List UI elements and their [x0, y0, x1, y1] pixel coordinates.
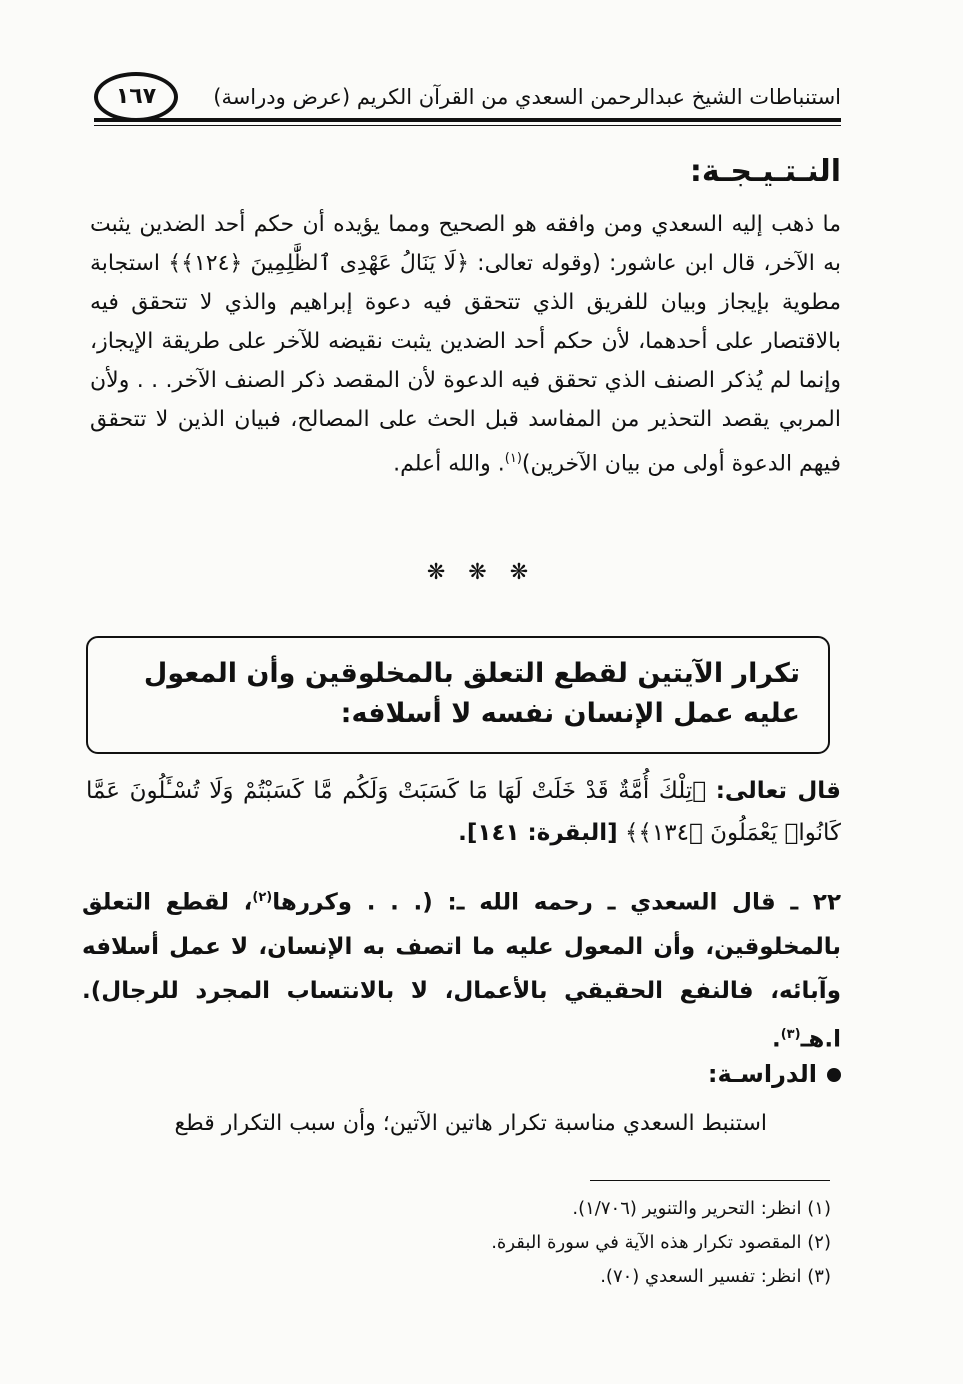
section-title: تكرار الآيتين لقطع التعلق بالمخلوقين وأن المعول عليه عمل الإنسان نفسه لا أسلافه:	[143, 658, 800, 729]
quote-end: .	[771, 1026, 781, 1053]
footnote-2: (٢) المقصود تكرار هذه الآية في سورة البقرة.	[491, 1232, 831, 1253]
section-title-box	[86, 636, 830, 754]
verse-reference: [البقرة: ١٤١].	[458, 820, 618, 846]
footnote-1: (١) انظر: التحرير والتنوير (١/٧٠٦).	[572, 1198, 831, 1219]
quran-verse	[86, 770, 841, 854]
quote-lead: ٢٢ ـ قال السعدي ـ رحمه الله ـ: (. . . وكررها	[272, 889, 841, 916]
result-text: ما ذهب إليه السعدي ومن وافقه هو الصحيح ومما يؤيده أن حكم أحد الضدين يثبت به الآخر، قال ابن عاشور: (وقوله تعالى: ﴿لَا يَنَالُ عَهْدِى ٱلظَّٰلِمِينَ ﴿١٢٤﴾﴾ استجابة مطوية بإيجاز وبيان للفريق الذي تتحقق فيه دعوة إبراهيم والذي لا تتحقق فيه بالاقتصار على أحدهما، لأن حكم أحد الضدين يثبت نقيضه للآخر على طريقة الإيجاز، وإنما لم يُذكر الصنف الذي تحقق فيه الدعوة لأن المقصد ذكر الصنف الآخر. . . ولأن المربي يقصد التحذير من المفاسد قبل الحث على المصالح، فبيان الذين لا تتحقق فيهم الدعوة أولى من بيان الآخرين)	[90, 212, 841, 477]
header-rule	[94, 118, 841, 122]
footnote-3: (٣) انظر: تفسير السعدي (٧٠).	[600, 1266, 831, 1287]
result-paragraph	[90, 205, 841, 483]
result-tail: . والله أعلم.	[393, 451, 505, 477]
footnote-divider	[590, 1180, 830, 1181]
section-separator: ❋ ❋ ❋	[426, 560, 537, 585]
footnote-ref-3[interactable]: (٣)	[780, 1026, 801, 1042]
footnote-ref-2[interactable]: (٢)	[252, 890, 273, 905]
header-rule-thin	[94, 125, 841, 126]
result-heading: النـتـيـجـة:	[689, 154, 841, 189]
study-text: استنبط السعدي مناسبة تكرار هاتين الآتين؛ وأن سبب التكرار قطع	[174, 1111, 767, 1136]
quote-body: ، لقطع التعلق بالمخلوقين، وأن المعول عليه ما اتصف به الإنسان، لا عمل أسلافه وآبائه، فالنفع الحقيقي بالأعمال، لا بالانتساب المجرد للرجال). ا.هـ	[82, 889, 841, 1053]
footnotes	[300, 1192, 831, 1294]
saadi-quote	[82, 876, 841, 1061]
footnote-ref-1[interactable]: (١)	[504, 451, 522, 466]
running-header-title: استنباطات الشيخ عبدالرحمن السعدي من القرآن الكريم (عرض ودراسة)	[213, 85, 841, 109]
study-heading-label: الدراسـة:	[707, 1060, 817, 1088]
bullet-icon	[827, 1068, 841, 1082]
verse-intro: قال تعالى:	[715, 778, 841, 804]
study-heading	[708, 1056, 841, 1092]
verse-text: ﴿تِلْكَ أُمَّةٌ قَدْ خَلَتْ لَهَا مَا كَسَبَتْ وَلَكُم مَّا كَسَبْتُمْ وَلَا تُسْـَٔلُونَ عَمَّا كَانُوا۟ يَعْمَلُونَ ﴿١٣٤﴾﴾	[86, 778, 841, 846]
page-number: ١٦٧	[94, 72, 178, 122]
